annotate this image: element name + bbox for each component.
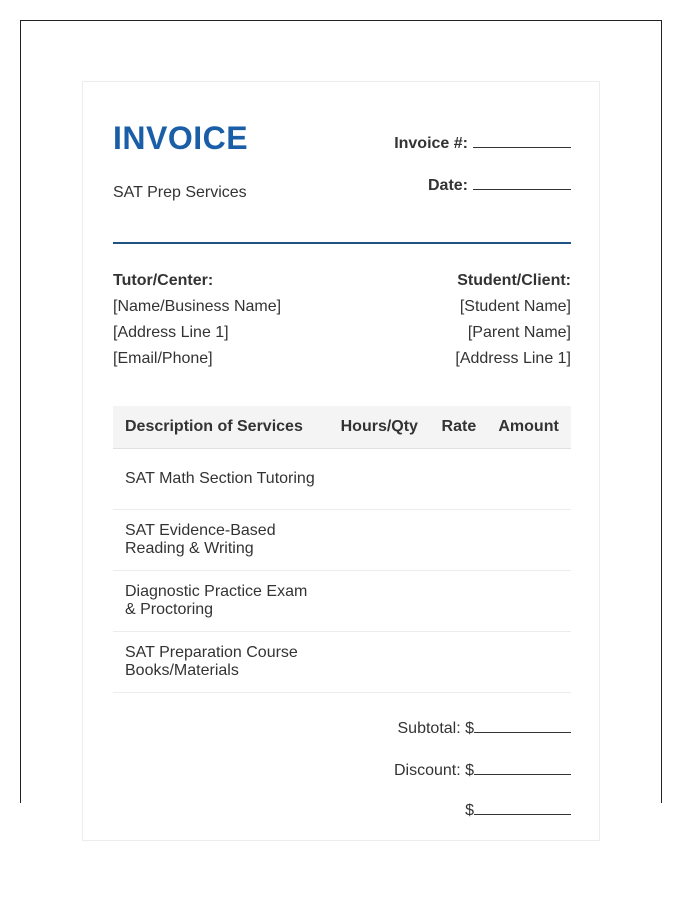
tutor-line: [Name/Business Name] bbox=[113, 298, 282, 315]
student-line: [Student Name] bbox=[459, 298, 571, 315]
row-hours bbox=[327, 510, 432, 571]
tutor-heading: Tutor/Center: bbox=[113, 272, 214, 289]
row-amount bbox=[486, 632, 571, 693]
student-line: [Address Line 1] bbox=[455, 350, 571, 367]
header-divider bbox=[113, 242, 571, 244]
invoice-document bbox=[82, 81, 600, 841]
column-header-hours: Hours/Qty bbox=[327, 406, 432, 449]
invoice-title: INVOICE bbox=[113, 120, 249, 156]
row-hours bbox=[327, 571, 432, 632]
subtotal-blank bbox=[474, 718, 571, 733]
date-label: Date: bbox=[427, 177, 468, 194]
row-description: SAT Evidence-Based Reading & Writing bbox=[113, 510, 327, 571]
column-header-amount: Amount bbox=[486, 406, 571, 449]
partial-total-blank bbox=[474, 800, 571, 815]
row-rate bbox=[432, 571, 487, 632]
invoice-number-field bbox=[394, 133, 571, 153]
row-hours bbox=[327, 449, 432, 510]
date-field bbox=[428, 175, 571, 195]
subtotal-label: Subtotal: $ bbox=[397, 720, 474, 737]
table-row bbox=[113, 632, 571, 693]
date-blank bbox=[473, 175, 571, 190]
table-header-row bbox=[113, 406, 571, 449]
student-line: [Parent Name] bbox=[467, 324, 571, 341]
discount-field bbox=[394, 760, 571, 780]
row-description: SAT Math Section Tutoring bbox=[113, 449, 327, 510]
row-amount bbox=[486, 449, 571, 510]
row-description: Diagnostic Practice Exam & Proctoring bbox=[113, 571, 327, 632]
partial-total-field bbox=[465, 800, 571, 820]
page-frame bbox=[20, 20, 662, 819]
row-rate bbox=[432, 449, 487, 510]
discount-blank bbox=[474, 760, 571, 775]
tutor-line: [Email/Phone] bbox=[113, 350, 213, 367]
table-row bbox=[113, 449, 571, 510]
column-header-rate: Rate bbox=[432, 406, 487, 449]
company-name: SAT Prep Services bbox=[113, 184, 247, 201]
student-block bbox=[455, 268, 571, 372]
row-rate bbox=[432, 632, 487, 693]
subtotal-field bbox=[398, 718, 572, 738]
services-table bbox=[113, 406, 571, 693]
invoice-number-blank bbox=[473, 133, 571, 148]
row-amount bbox=[486, 510, 571, 571]
table-row bbox=[113, 571, 571, 632]
discount-label: Discount: $ bbox=[393, 762, 474, 779]
row-description: SAT Preparation Course Books/Materials bbox=[113, 632, 327, 693]
column-header-description: Description of Services bbox=[113, 406, 327, 449]
tutor-block bbox=[113, 268, 281, 372]
invoice-number-label: Invoice #: bbox=[394, 135, 468, 152]
student-heading: Student/Client: bbox=[457, 272, 571, 289]
partial-total-label: $ bbox=[465, 802, 474, 819]
row-rate bbox=[432, 510, 487, 571]
table-row bbox=[113, 510, 571, 571]
row-hours bbox=[327, 632, 432, 693]
tutor-line: [Address Line 1] bbox=[113, 324, 229, 341]
row-amount bbox=[486, 571, 571, 632]
